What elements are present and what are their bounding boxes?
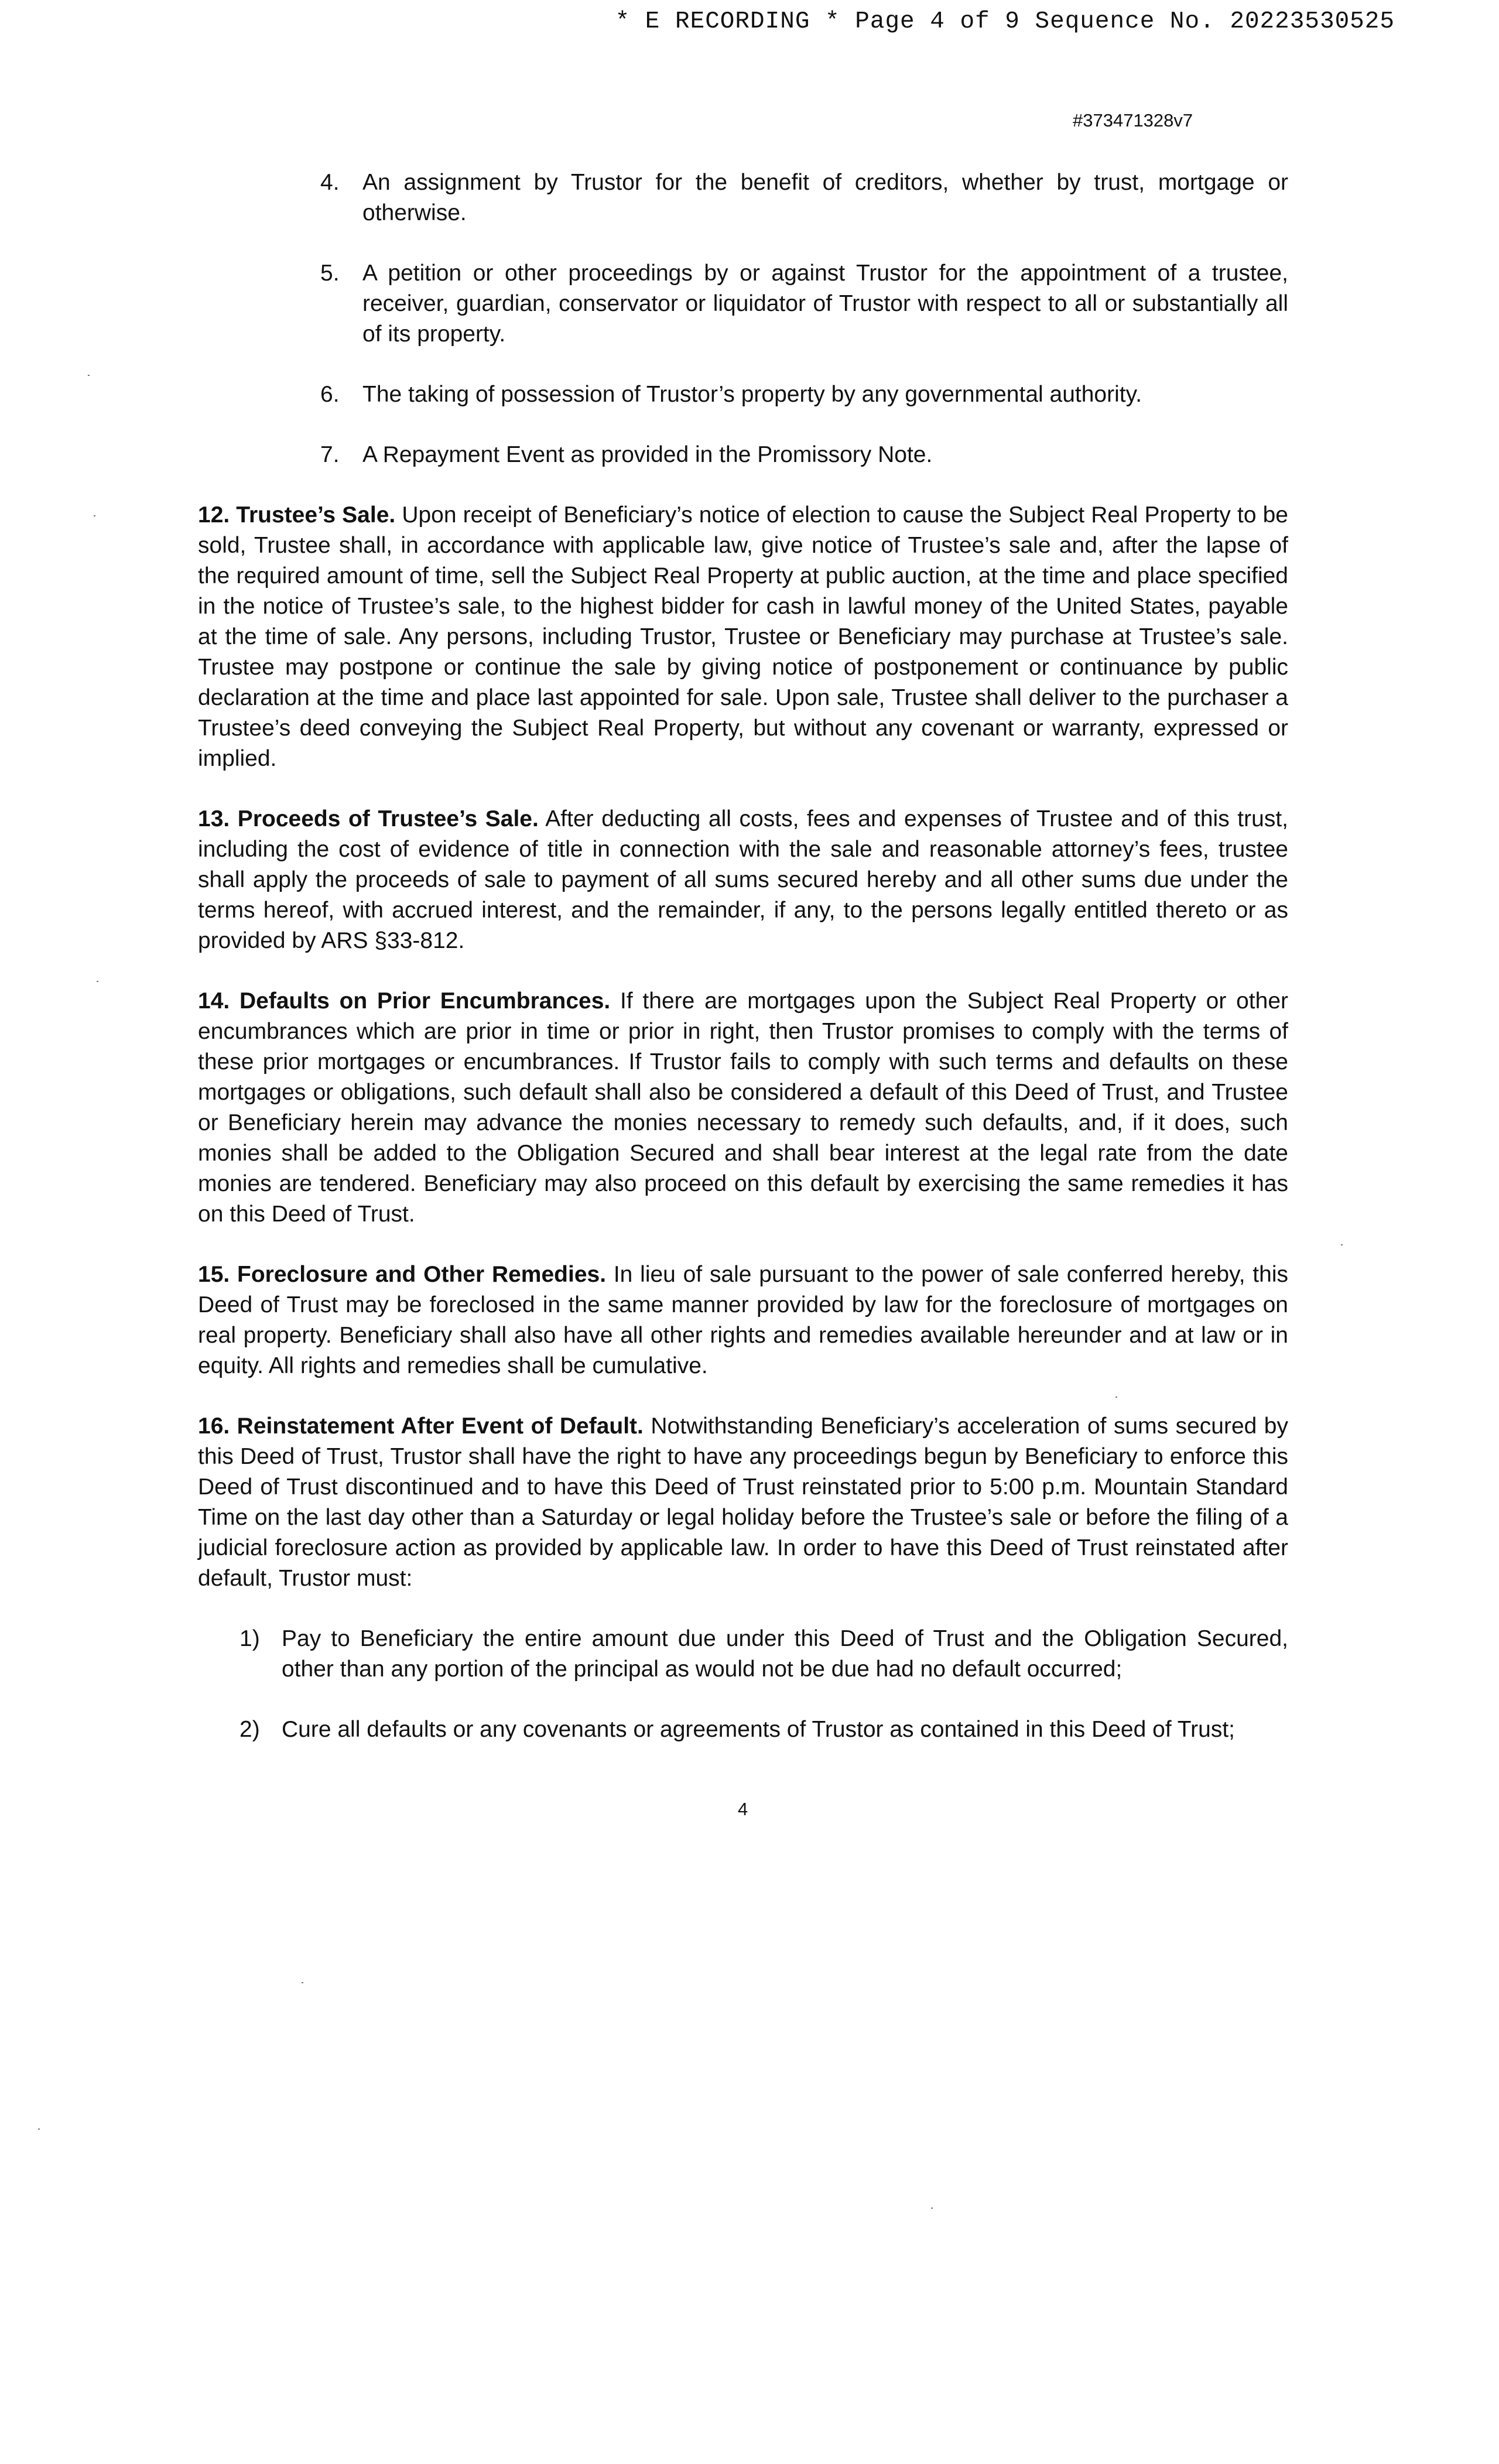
list-item-text: Pay to Beneficiary the entire amount due under this Deed of Trust and the Obligation Secured, other than any portion of the principal as would not be due had no default occurred; <box>282 1626 1288 1682</box>
list-item <box>198 258 1288 350</box>
list-item <box>198 1714 1288 1745</box>
list-item-number: 2) <box>239 1717 260 1742</box>
scan-speck <box>97 981 98 982</box>
section-14-prior-encumbrances <box>198 986 1288 1230</box>
list-item-text: A petition or other proceedings by or against Trustor for the appointment of a trustee, receiver, guardian, conservator or liquidator of Trustor with respect to all or substantially all of its property. <box>362 261 1288 347</box>
section-body: Notwithstanding Beneficiary’s acceleration of sums secured by this Deed of Trust, Trustor shall have the right to have any proceedings begun by Beneficiary to enforce this Deed of Trust discontinued and to have this Deed of Trust reinstated prior to 5:00 p.m. Mountain Standard Time on the last day other than a Saturday or legal holiday before the Trustee’s sale or before the filing of a judicial foreclosure action as provided by applicable law. In order to have this Deed of Trust reinstated after default, Trustor must: <box>198 1414 1289 1591</box>
list-item <box>198 379 1288 410</box>
list-item-number: 5. <box>320 261 340 286</box>
list-item-text: Cure all defaults or any covenants or agreements of Trustor as contained in this Deed of Trust; <box>282 1717 1236 1742</box>
section-title: 12. Trustee’s Sale. <box>198 502 396 528</box>
list-item-number: 4. <box>320 170 340 195</box>
list-item-number: 6. <box>320 382 340 407</box>
section-body: After deducting all costs, fees and expenses of Trustee and of this trust, including the cost of evidence of title in connection with the sale and reasonable attorney’s fees, trustee shall apply the proceeds of sale to payment of all sums secured hereby and all other sums due under the terms hereof, with accrued interest, and the remainder, if any, to the persons legally entitled thereto or as provided by ARS §33-812. <box>198 806 1288 953</box>
section-title: 14. Defaults on Prior Encumbrances. <box>198 988 611 1014</box>
scan-speck <box>94 515 95 516</box>
section-title: 16. Reinstatement After Event of Default. <box>198 1414 644 1439</box>
list-item-text: The taking of possession of Trustor’s property by any governmental authority. <box>362 382 1142 407</box>
document-id: #373471328v7 <box>1073 110 1193 131</box>
list-item <box>198 440 1288 470</box>
list-item-number: 1) <box>239 1626 260 1651</box>
scan-speck <box>38 2128 40 2130</box>
recording-stamp: * E RECORDING * Page 4 of 9 Sequence No. 20223530525 <box>615 8 1395 35</box>
section-body: Upon receipt of Beneficiary’s notice of election to cause the Subject Real Property to be sold, Trustee shall, in accordance with applicable law, give notice of Trustee’s sale and, after the lapse of the required amount of time, sell the Subject Real Property at public auction, at the time and place specified in the notice of Trustee’s sale, to the highest bidder for cash in lawful money of the United States, payable at the time of sale. Any persons, including Trustor, Trustee or Beneficiary may purchase at Trustee’s sale. Trustee may postpone or continue the sale by giving notice of postponement or continuance by public declaration at the time and place last appointed for sale. Upon sale, Trustee shall deliver to the purchaser a Trustee’s deed conveying the Subject Real Property, but without any covenant or warranty, expressed or implied. <box>198 502 1288 771</box>
section-12-trustees-sale <box>198 500 1288 774</box>
section-13-proceeds <box>198 804 1288 956</box>
list-item-text: An assignment by Trustor for the benefit of creditors, whether by trust, mortgage or otherwise. <box>362 170 1288 225</box>
list-item <box>198 1624 1288 1685</box>
list-item-text: A Repayment Event as provided in the Promissory Note. <box>362 442 933 467</box>
scan-speck <box>931 2208 933 2209</box>
page-number: 4 <box>738 1799 748 1819</box>
scan-speck <box>1341 1244 1343 1245</box>
document-body <box>198 167 1288 1775</box>
list-item <box>198 167 1288 228</box>
list-item-number: 7. <box>320 442 340 467</box>
section-body: If there are mortgages upon the Subject Real Property or other encumbrances which are prior in time or prior in right, then Trustor promises to comply with the terms of these prior mortgages or encumbrances. If Trustor fails to comply with such terms and defaults on these mortgages or obligations, such default shall also be considered a default of this Deed of Trust, and Trustee or Beneficiary herein may advance the monies necessary to remedy such defaults, and, if it does, such monies shall be added to the Obligation Secured and shall bear interest at the legal rate from the date monies are tendered. Beneficiary may also proceed on this default by exercising the same remedies it has on this Deed of Trust. <box>198 988 1288 1227</box>
scan-speck <box>302 1982 303 1983</box>
scan-speck <box>88 375 90 376</box>
scan-speck <box>1115 1397 1117 1398</box>
section-body: In lieu of sale pursuant to the power of sale conferred hereby, this Deed of Trust may be foreclosed in the same manner provided by law for the foreclosure of mortgages on real property. Beneficiary shall also have all other rights and remedies available hereunder and at law or in equity. All rights and remedies shall be cumulative. <box>198 1262 1288 1378</box>
section-title: 13. Proceeds of Trustee’s Sale. <box>198 806 539 831</box>
section-16-reinstatement <box>198 1411 1288 1594</box>
section-15-foreclosure <box>198 1260 1288 1381</box>
section-title: 15. Foreclosure and Other Remedies. <box>198 1262 607 1287</box>
